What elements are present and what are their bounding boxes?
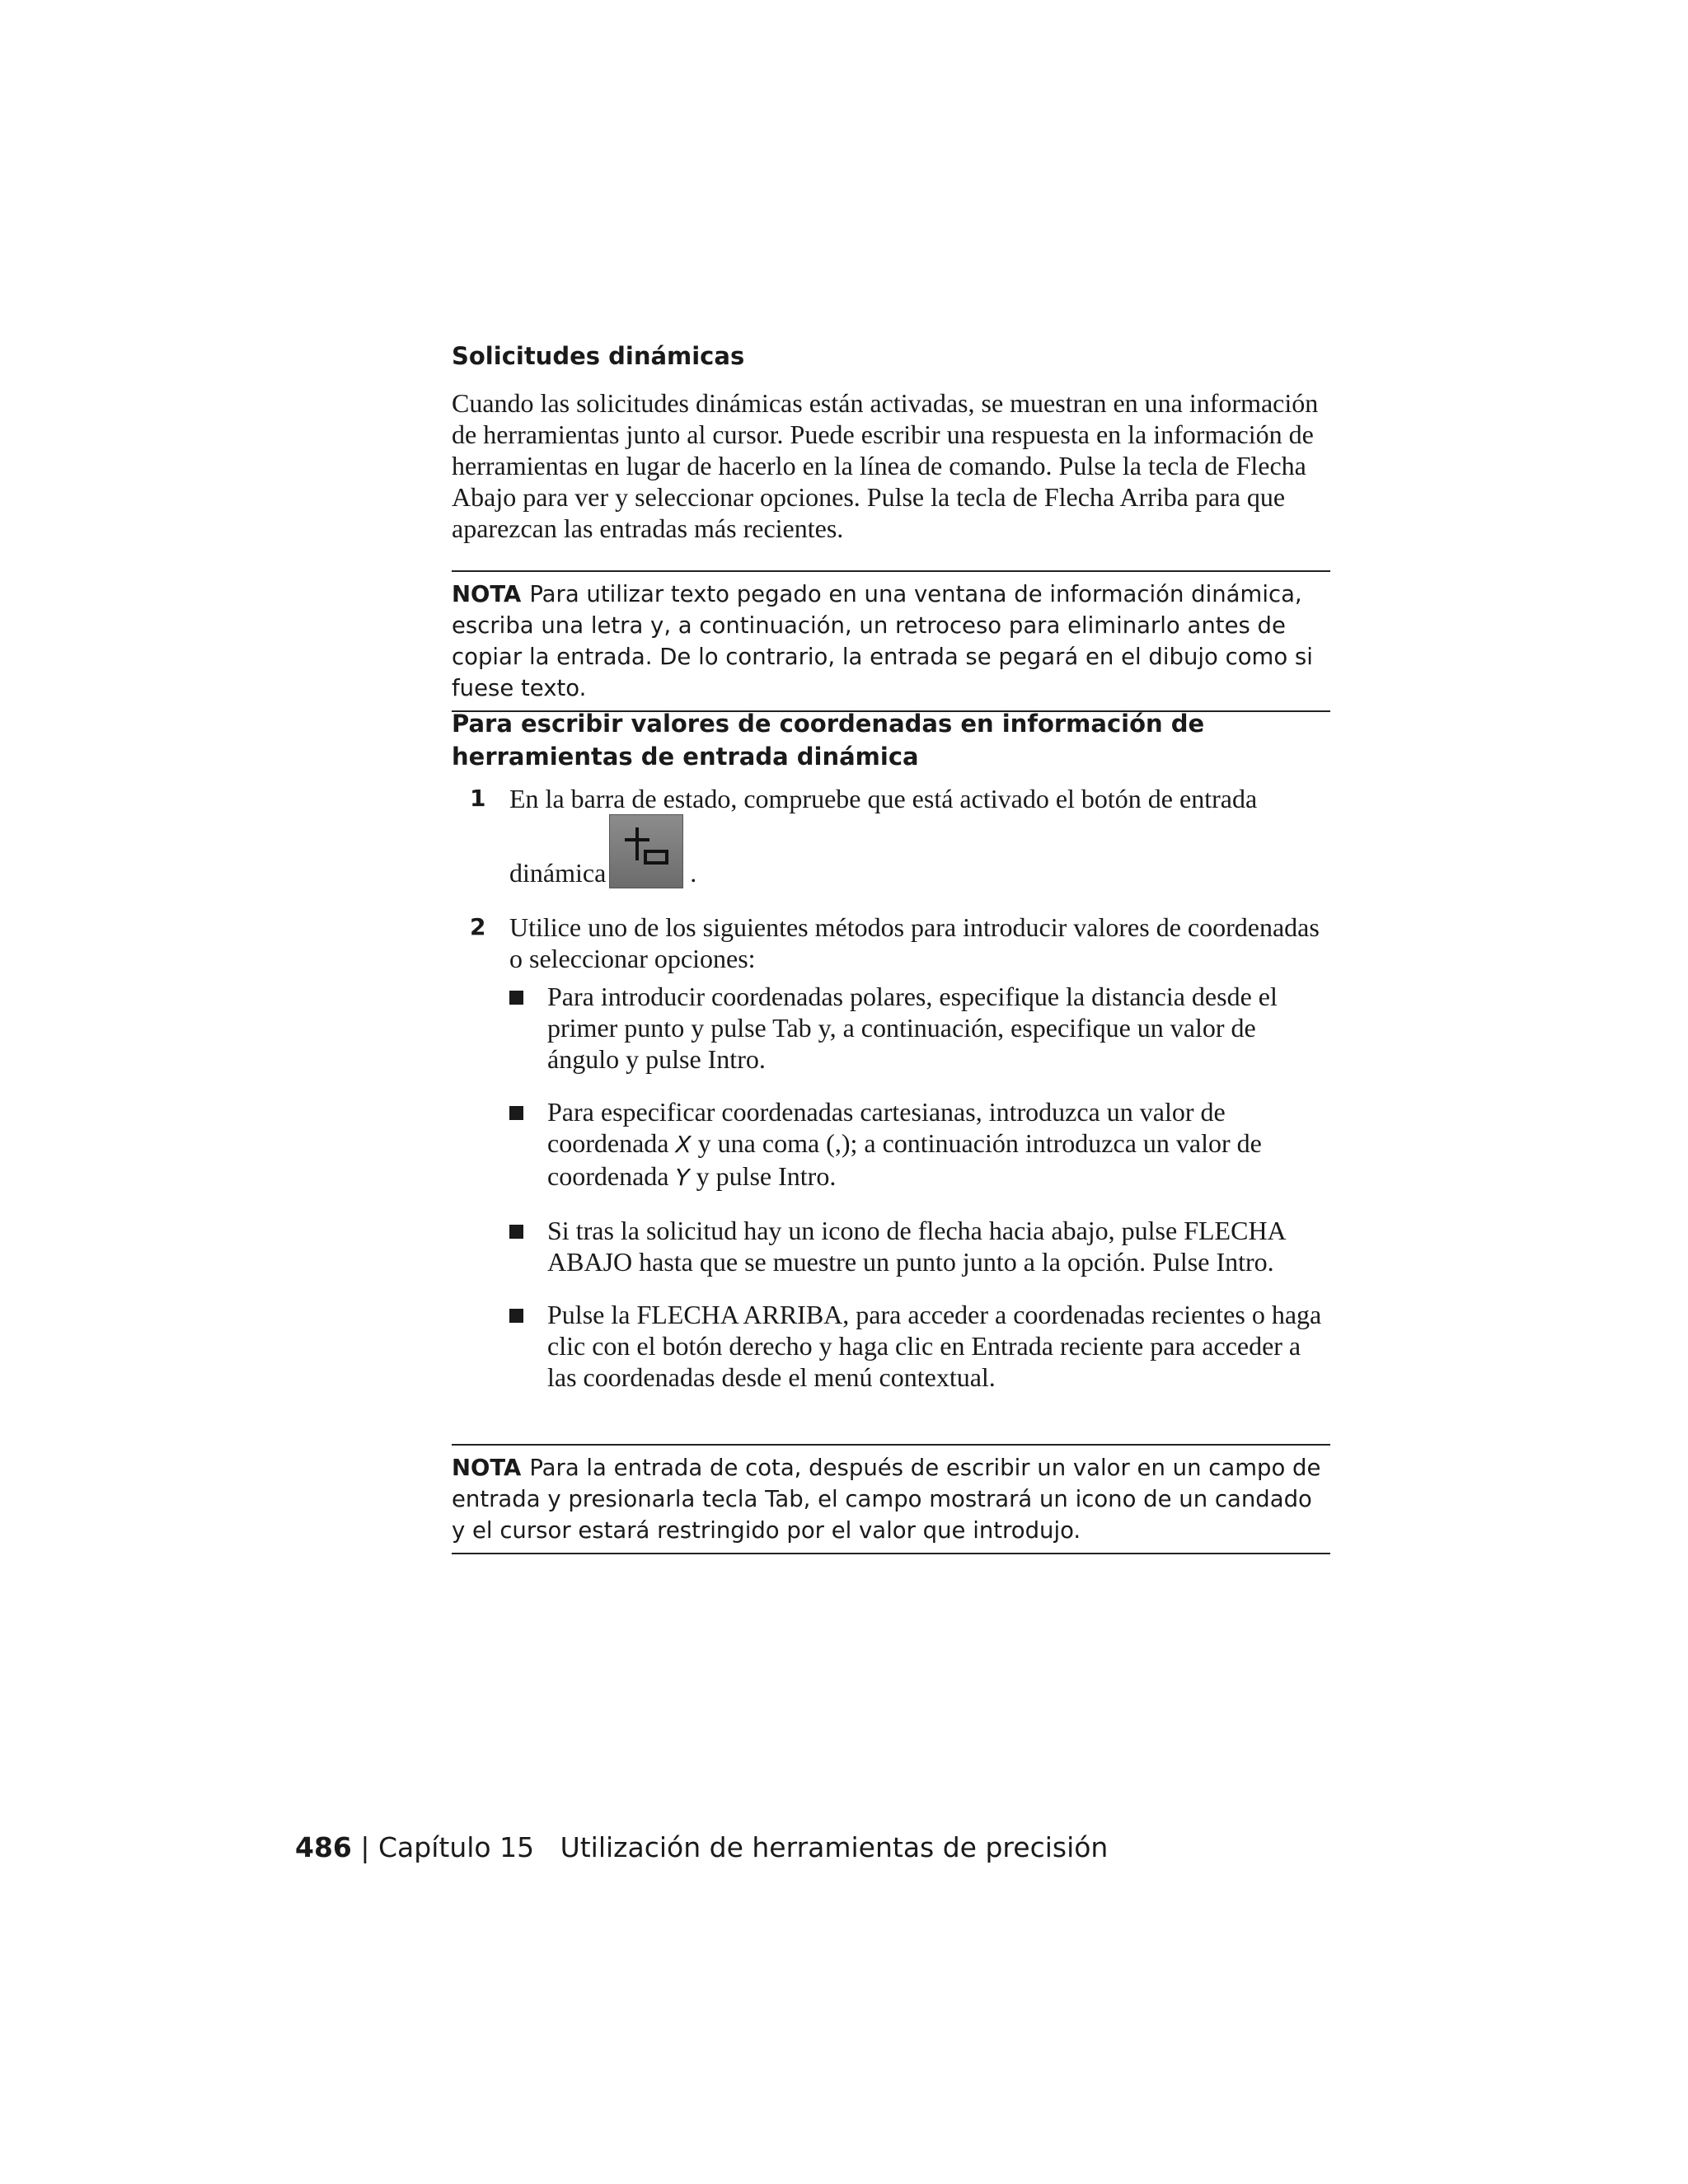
dynamic-input-icon: [609, 814, 683, 888]
section-heading: Solicitudes dinámicas: [452, 342, 745, 370]
section-body: Cuando las solicitudes dinámicas están activadas, se muestran en una información de herramientas junto al cursor. Puede escribir una respuesta en la información de herramientas en lugar de hacerlo en la línea de comando. Pulse la tecla de Flecha Abajo para ver y seleccionar opciones. Pulse la tecla de Flecha Arriba para que aparezcan las entradas más recientes.: [452, 388, 1319, 543]
procedure-heading: Para escribir valores de coordenadas en información de herramientas de entrada dinámica: [452, 710, 1205, 771]
step-number: 1: [470, 785, 486, 812]
method-list: [509, 981, 1330, 1393]
step-2: [452, 912, 1330, 1393]
note-lead: NOTA: [452, 1455, 522, 1481]
list-item: Si tras la solicitud hay un icono de flecha hacia abajo, pulse FLECHA ABAJO hasta que se muestre un punto junto a la opción. Pulse Intro.: [509, 1215, 1330, 1277]
note-text: Para la entrada de cota, después de escribir un valor en un campo de entrada y presionarla tecla Tab, el campo mostrará un icono de un candado y el cursor estará restringido por el valor que introdujo.: [452, 1455, 1321, 1544]
list-item: Para introducir coordenadas polares, especifique la distancia desde el primer punto y pulse Tab y, a continuación, especifique un valor de ángulo y pulse Intro.: [509, 981, 1330, 1075]
bullet-square-icon: [509, 991, 523, 1005]
footer-separator: |: [360, 1831, 370, 1863]
step-1: [452, 783, 1330, 888]
bullet-square-icon: [509, 1309, 523, 1323]
list-item: Pulse la FLECHA ARRIBA, para acceder a coordenadas recientes o haga clic con el botón derecho y haga clic en Entrada reciente para acceder a las coordenadas desde el menú contextual.: [509, 1299, 1330, 1393]
chapter-title: Utilización de herramientas de precisión: [560, 1831, 1109, 1863]
coordinate-y-label: Y: [675, 1164, 690, 1191]
coordinate-x-label: X: [675, 1131, 692, 1158]
step-number: 2: [470, 913, 486, 940]
step-text: Utilice uno de los siguientes métodos para introducir valores de coordenadas o seleccionar opciones:: [509, 912, 1320, 973]
list-item: Para especificar coordenadas cartesianas, introduzca un valor de coordenada X y una coma (,); a continuación introduzca un valor de coordenada Y y pulse Intro.: [509, 1096, 1330, 1193]
procedure-heading-block: [452, 707, 1330, 773]
note-text: Para utilizar texto pegado en una ventana de información dinámica, escriba una letra y, a continuación, un retroceso para eliminarlo antes de copiar la entrada. De lo contrario, la entrada se pegará en el dibujo como si fuese texto.: [452, 581, 1313, 701]
bullet-square-icon: [509, 1225, 523, 1239]
step-text: En la barra de estado, compruebe que está activado el botón de entrada dinámica: [509, 784, 1258, 888]
note-lead: NOTA: [452, 581, 522, 607]
note-box-2: [452, 1444, 1330, 1554]
bullet-square-icon: [509, 1106, 523, 1120]
note-box: [452, 570, 1330, 712]
chapter-label: Capítulo 15: [378, 1831, 535, 1863]
procedure-steps: [452, 783, 1330, 1414]
step-text-end: .: [690, 858, 697, 888]
section-dynamic-prompts: [452, 340, 1330, 544]
page-footer: [295, 1830, 1108, 1866]
page-number: 486: [295, 1831, 352, 1863]
